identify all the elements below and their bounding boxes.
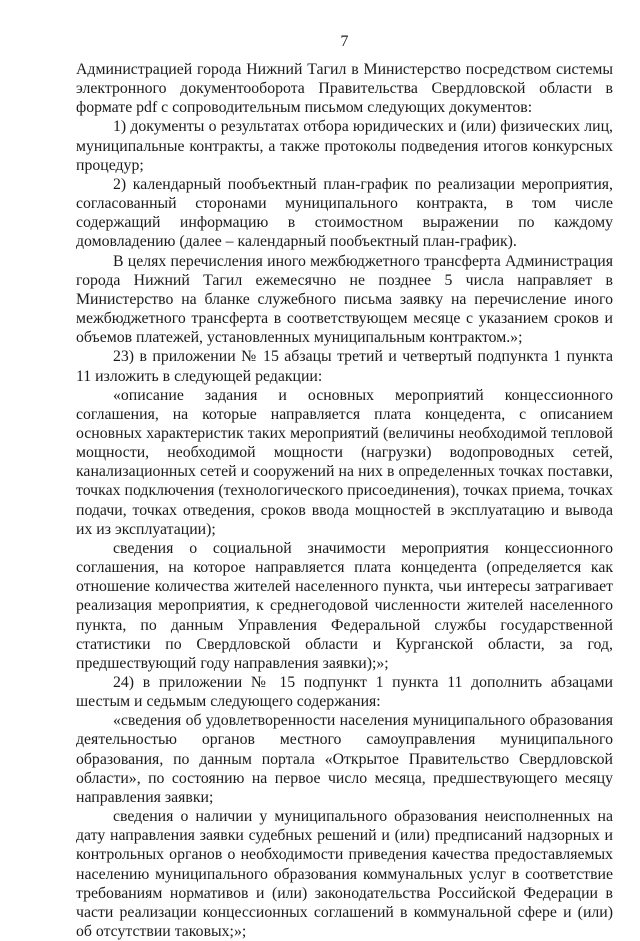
- paragraph-continuation: Администрацией города Нижний Тагил в Министерство посредством системы электронного документооборота Правительства Свердловской области в формате pdf с сопроводительным письмом следующих документов:: [76, 61, 613, 117]
- paragraph-transfer: В целях перечисления иного межбюджетного трансферта Администрация города Нижний Тагил ежемесячно не позднее 5 числа направляет в Министерство на бланке служебного письма заявку на перечисление иного межбюджетного трансферта в соответствующем месяце с указанием сроков и объемов платежей, установленных муниципальным контрактом.»;: [76, 252, 613, 347]
- paragraph-item-1: 1) документы о результатах отбора юридических и (или) физических лиц, муниципальные контракты, а также протоколы подведения итогов конкурсных процедур;: [76, 118, 613, 174]
- paragraph-amendment-23: 23) в приложении № 15 абзацы третий и четвертый подпункта 1 пункта 11 изложить в следующей редакции:: [76, 348, 613, 385]
- paragraph-court-decisions: сведения о наличии у муниципального образования неисполненных на дату направления заявки судебных решений и (или) предписаний надзорных и контрольных органов о необходимости приведения качества предоставляемых населению муниципального образования коммунальных услуг в соответствие требованиям нормативов и (или) законодательства Российской Федерации в части реализации концессионных соглашений в коммунальной сфере и (или) об отсутствии таковых;»;: [76, 808, 613, 941]
- paragraph-social-significance: сведения о социальной значимости мероприятия концессионного соглашения, на которое направляется плата концедента (определяется как отношение количества жителей населенного пункта, чьи интересы затрагивает реализация мероприятия, к среднегодовой численности жителей населенного пункта, по данным Управления Федеральной службы государственной статистики по Свердловской области и Курганской области, за год, предшествующий году направления заявки);»;: [76, 539, 613, 672]
- paragraph-item-2: 2) календарный пообъектный план-график по реализации мероприятия, согласованный сторонами муниципального контракта, в том числе содержащий информацию в стоимостном выражении по каждому домовладению (далее – календарный пообъектный план-график).: [76, 175, 613, 251]
- page-number: 7: [340, 33, 349, 50]
- paragraph-description: «описание задания и основных мероприятий концессионного соглашения, на которые направляется плата концедента, с описанием основных характеристик таких мероприятий (величины необходимой тепловой мощности, необходимой мощности (нагрузки) водопроводных сетей, канализационных сетей и сооружений на них в определенных точках поставки, точках подключения (технологического присоединения), точках приема, точках подачи, точках отведения, сроков ввода мощностей в эксплуатацию и вывода их из эксплуатации);: [76, 386, 613, 538]
- document-page: [76, 32, 613, 941]
- paragraph-satisfaction: «сведения об удовлетворенности населения муниципального образования деятельностью органов местного самоуправления муниципального образования, по данным портала «Открытое Правительство Свердловской области», по состоянию на первое число месяца, предшествующего месяцу направления заявки;: [76, 712, 613, 806]
- paragraph-amendment-24: 24) в приложении № 15 подпункт 1 пункта 11 дополнить абзацами шестым и седьмым следующего содержания:: [76, 674, 613, 711]
